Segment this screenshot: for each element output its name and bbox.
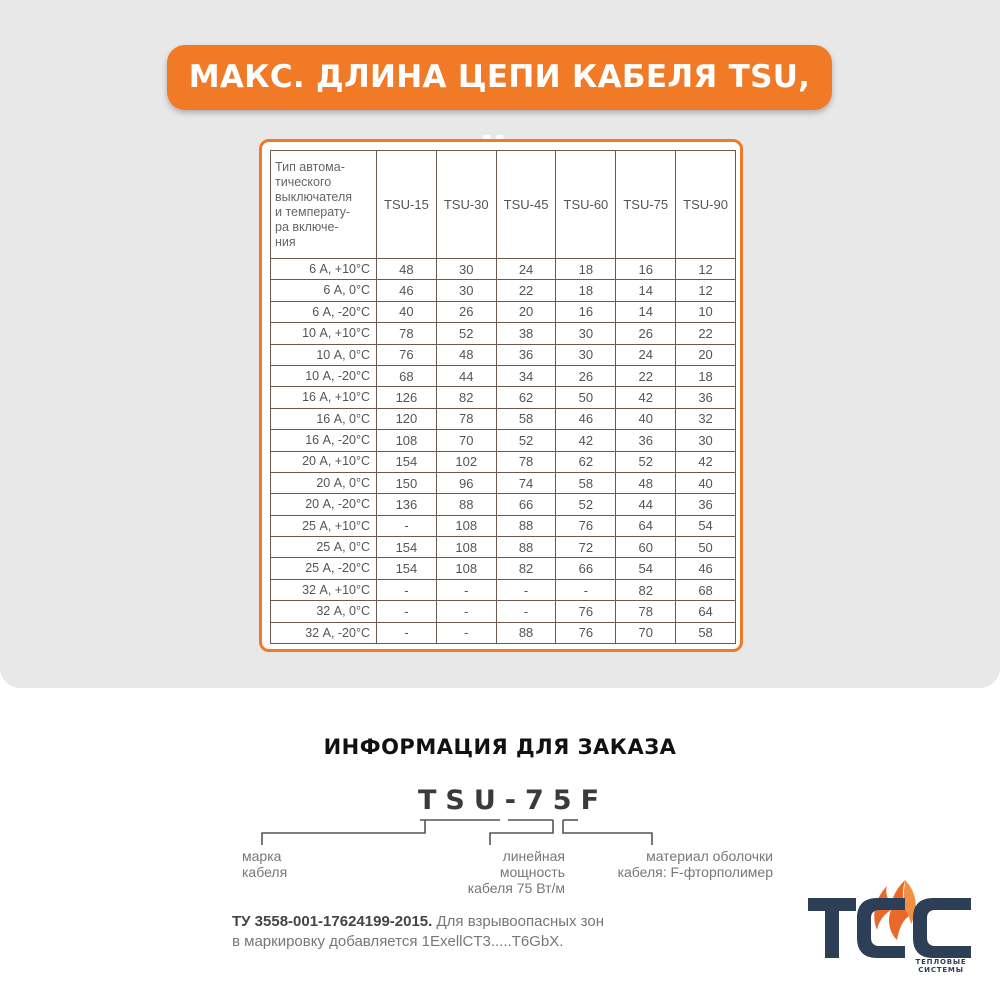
table-cell: 78 bbox=[436, 408, 496, 429]
table-cell: 48 bbox=[436, 344, 496, 365]
material-bracket bbox=[563, 820, 652, 845]
legend-line: кабеля 75 Вт/м bbox=[467, 880, 565, 896]
table-row bbox=[271, 515, 736, 536]
table-cell: 26 bbox=[616, 323, 676, 344]
table-row bbox=[271, 558, 736, 579]
table-cell: 24 bbox=[616, 344, 676, 365]
row-label: 16 А, 0°С bbox=[271, 408, 377, 429]
table-cell: 62 bbox=[556, 451, 616, 472]
row-label: 25 А, 0°С bbox=[271, 537, 377, 558]
row-label: 32 А, 0°С bbox=[271, 601, 377, 622]
row-label: 6 А, 0°С bbox=[271, 280, 377, 301]
table-cell: 108 bbox=[436, 558, 496, 579]
table-cell: 120 bbox=[377, 408, 437, 429]
brand-bracket bbox=[262, 820, 425, 845]
table-cell: 42 bbox=[556, 430, 616, 451]
table-cell: - bbox=[377, 515, 437, 536]
table-cell: 52 bbox=[496, 430, 556, 451]
table-cell: 22 bbox=[616, 365, 676, 386]
logo-caption-line: ТЕПЛОВЫЕ bbox=[915, 958, 967, 966]
order-info-title: ИНФОРМАЦИЯ ДЛЯ ЗАКАЗА bbox=[323, 735, 677, 759]
table-cell: 36 bbox=[496, 344, 556, 365]
table-cell: 58 bbox=[676, 622, 736, 643]
spec-text bbox=[232, 912, 752, 952]
table-cell: 70 bbox=[616, 622, 676, 643]
table-cell: 68 bbox=[377, 365, 437, 386]
row-label: 6 А, +10°С bbox=[271, 259, 377, 280]
table-row bbox=[271, 259, 736, 280]
legend-power bbox=[425, 848, 565, 896]
table-cell: 108 bbox=[436, 515, 496, 536]
table-cell: - bbox=[436, 601, 496, 622]
table-cell: 40 bbox=[676, 472, 736, 493]
table-cell: 54 bbox=[676, 515, 736, 536]
legend-line: линейная bbox=[502, 848, 565, 864]
table-cell: 50 bbox=[676, 537, 736, 558]
table-cell: 88 bbox=[496, 622, 556, 643]
table-cell: 52 bbox=[436, 323, 496, 344]
table-cell: 58 bbox=[556, 472, 616, 493]
table-cell: - bbox=[436, 579, 496, 600]
power-bracket bbox=[490, 820, 553, 845]
column-header: TSU-30 bbox=[436, 151, 496, 259]
table-cell: 76 bbox=[556, 601, 616, 622]
table-cell: 16 bbox=[556, 301, 616, 322]
table-cell: 46 bbox=[676, 558, 736, 579]
row-label: 10 А, 0°С bbox=[271, 344, 377, 365]
table-cell: 26 bbox=[556, 365, 616, 386]
table-cell: 78 bbox=[377, 323, 437, 344]
row-label: 32 А, -20°С bbox=[271, 622, 377, 643]
table-cell: 154 bbox=[377, 558, 437, 579]
logo-caption bbox=[906, 958, 976, 974]
row-label: 32 А, +10°С bbox=[271, 579, 377, 600]
table-cell: - bbox=[377, 579, 437, 600]
table-cell: 48 bbox=[377, 259, 437, 280]
page-title: МАКС. ДЛИНА ЦЕПИ КАБЕЛЯ TSU, bbox=[167, 45, 832, 110]
table-cell: 18 bbox=[556, 259, 616, 280]
table-cell: 102 bbox=[436, 451, 496, 472]
table-row bbox=[271, 344, 736, 365]
table-cell: 46 bbox=[377, 280, 437, 301]
table-cell: 68 bbox=[676, 579, 736, 600]
table-cell: 72 bbox=[556, 537, 616, 558]
table-row bbox=[271, 408, 736, 429]
table-frame bbox=[259, 139, 743, 652]
table-cell: 30 bbox=[436, 280, 496, 301]
table-cell: 44 bbox=[616, 494, 676, 515]
table-row bbox=[271, 579, 736, 600]
corner-line: и температу- bbox=[275, 204, 351, 219]
table-cell: 16 bbox=[616, 259, 676, 280]
table-row bbox=[271, 622, 736, 643]
table-cell: 96 bbox=[436, 472, 496, 493]
corner-line: тического bbox=[275, 174, 332, 189]
legend-line: кабеля bbox=[242, 864, 288, 880]
table-cell: 64 bbox=[676, 601, 736, 622]
table-row bbox=[271, 387, 736, 408]
column-header: TSU-45 bbox=[496, 151, 556, 259]
table-cell: 78 bbox=[616, 601, 676, 622]
row-label: 20 А, 0°С bbox=[271, 472, 377, 493]
corner-line: ния bbox=[275, 234, 296, 249]
table-cell: 76 bbox=[556, 515, 616, 536]
table-cell: 20 bbox=[496, 301, 556, 322]
table-cell: 18 bbox=[556, 280, 616, 301]
table-cell: 154 bbox=[377, 451, 437, 472]
table-cell: 64 bbox=[616, 515, 676, 536]
table-cell: 44 bbox=[436, 365, 496, 386]
table-cell: 88 bbox=[496, 515, 556, 536]
table-cell: 22 bbox=[676, 323, 736, 344]
table-cell: - bbox=[496, 601, 556, 622]
table-cell: 82 bbox=[436, 387, 496, 408]
table-cell: 46 bbox=[556, 408, 616, 429]
corner-header bbox=[271, 151, 377, 259]
corner-line: Тип автома- bbox=[275, 159, 345, 174]
cable-length-table bbox=[270, 150, 736, 644]
table-cell: - bbox=[436, 622, 496, 643]
table-cell: 58 bbox=[496, 408, 556, 429]
table-cell: - bbox=[556, 579, 616, 600]
table-cell: 108 bbox=[377, 430, 437, 451]
table-cell: 12 bbox=[676, 259, 736, 280]
table-cell: 30 bbox=[556, 344, 616, 365]
column-header: TSU-75 bbox=[616, 151, 676, 259]
table-cell: 18 bbox=[676, 365, 736, 386]
table-cell: 14 bbox=[616, 280, 676, 301]
table-cell: 36 bbox=[676, 387, 736, 408]
product-code: TSU-75F bbox=[418, 785, 609, 816]
table-cell: 74 bbox=[496, 472, 556, 493]
table-cell: 126 bbox=[377, 387, 437, 408]
table-cell: 52 bbox=[556, 494, 616, 515]
legend-line: материал оболочки bbox=[646, 848, 773, 864]
table-row bbox=[271, 472, 736, 493]
table-cell: 154 bbox=[377, 537, 437, 558]
row-label: 25 А, -20°С bbox=[271, 558, 377, 579]
table-row bbox=[271, 494, 736, 515]
row-label: 10 А, -20°С bbox=[271, 365, 377, 386]
row-label: 20 А, +10°С bbox=[271, 451, 377, 472]
table-body bbox=[271, 259, 736, 644]
table-cell: 20 bbox=[676, 344, 736, 365]
table-header-row bbox=[271, 151, 736, 259]
table-cell: 10 bbox=[676, 301, 736, 322]
corner-line: выключателя bbox=[275, 189, 353, 204]
table-cell: 30 bbox=[436, 259, 496, 280]
table-cell: 24 bbox=[496, 259, 556, 280]
table-cell: 76 bbox=[377, 344, 437, 365]
table-row bbox=[271, 601, 736, 622]
legend-material bbox=[573, 848, 773, 880]
row-label: 16 А, -20°С bbox=[271, 430, 377, 451]
table-cell: - bbox=[377, 601, 437, 622]
table-cell: 42 bbox=[616, 387, 676, 408]
table-row bbox=[271, 323, 736, 344]
table-cell: 32 bbox=[676, 408, 736, 429]
corner-line: ра включе- bbox=[275, 219, 339, 234]
table-cell: 42 bbox=[676, 451, 736, 472]
table-cell: 38 bbox=[496, 323, 556, 344]
table-cell: 54 bbox=[616, 558, 676, 579]
table-cell: 30 bbox=[676, 430, 736, 451]
table-cell: 14 bbox=[616, 301, 676, 322]
table-cell: - bbox=[496, 579, 556, 600]
table-row bbox=[271, 365, 736, 386]
table-cell: 82 bbox=[496, 558, 556, 579]
row-label: 25 А, +10°С bbox=[271, 515, 377, 536]
table-cell: 88 bbox=[436, 494, 496, 515]
column-header: TSU-15 bbox=[377, 151, 437, 259]
table-cell: 12 bbox=[676, 280, 736, 301]
table-cell: 40 bbox=[377, 301, 437, 322]
row-label: 20 А, -20°С bbox=[271, 494, 377, 515]
column-header: TSU-60 bbox=[556, 151, 616, 259]
column-header: TSU-90 bbox=[676, 151, 736, 259]
table-cell: 34 bbox=[496, 365, 556, 386]
table-cell: 40 bbox=[616, 408, 676, 429]
table-cell: 62 bbox=[496, 387, 556, 408]
table-cell: 78 bbox=[496, 451, 556, 472]
table-row bbox=[271, 451, 736, 472]
table-cell: 108 bbox=[436, 537, 496, 558]
table-cell: 66 bbox=[556, 558, 616, 579]
table-cell: 136 bbox=[377, 494, 437, 515]
spec-line-2: в маркировку добавляется 1ExellCT3.....T6GbX. bbox=[232, 933, 564, 950]
table-cell: 52 bbox=[616, 451, 676, 472]
table-cell: 66 bbox=[496, 494, 556, 515]
table-row bbox=[271, 537, 736, 558]
legend-brand bbox=[242, 848, 332, 880]
table-row bbox=[271, 280, 736, 301]
row-label: 6 А, -20°С bbox=[271, 301, 377, 322]
legend-line: кабеля: F-фторполимер bbox=[617, 864, 773, 880]
table-cell: 48 bbox=[616, 472, 676, 493]
table-cell: 82 bbox=[616, 579, 676, 600]
table-cell: 26 bbox=[436, 301, 496, 322]
table-cell: - bbox=[377, 622, 437, 643]
logo-caption-line: СИСТЕМЫ bbox=[918, 966, 964, 974]
spec-line-1: Для взрывоопасных зон bbox=[432, 913, 605, 930]
legend-line: марка bbox=[242, 848, 282, 864]
table-cell: 150 bbox=[377, 472, 437, 493]
table-cell: 30 bbox=[556, 323, 616, 344]
table-cell: 70 bbox=[436, 430, 496, 451]
table-cell: 88 bbox=[496, 537, 556, 558]
row-label: 10 А, +10°С bbox=[271, 323, 377, 344]
table-row bbox=[271, 430, 736, 451]
table-row bbox=[271, 301, 736, 322]
row-label: 16 А, +10°С bbox=[271, 387, 377, 408]
table-cell: 76 bbox=[556, 622, 616, 643]
spec-standard: ТУ 3558-001-17624199-2015. bbox=[232, 913, 433, 930]
table-cell: 22 bbox=[496, 280, 556, 301]
table-cell: 36 bbox=[616, 430, 676, 451]
legend-line: мощность bbox=[499, 864, 565, 880]
table-cell: 50 bbox=[556, 387, 616, 408]
table-cell: 60 bbox=[616, 537, 676, 558]
table-cell: 36 bbox=[676, 494, 736, 515]
